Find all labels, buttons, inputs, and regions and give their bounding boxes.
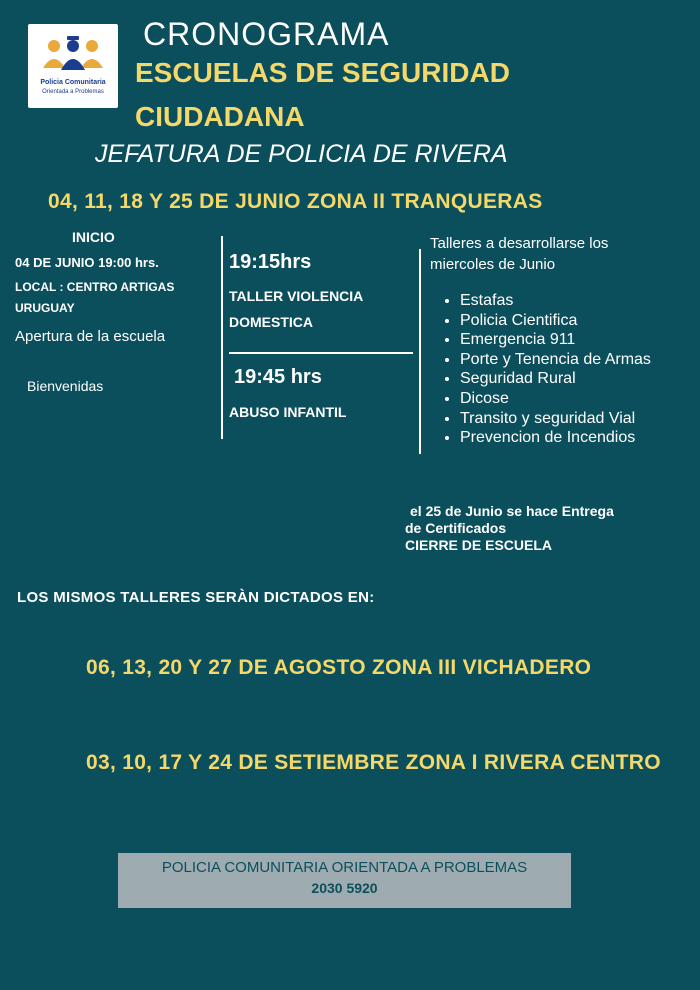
community-people-icon: [41, 34, 105, 76]
footer-phone: 2030 5920: [311, 880, 378, 896]
footer-org: POLICIA COMUNITARIA ORIENTADA A PROBLEMAS: [161, 859, 528, 876]
inicio-date: 04 DE JUNIO 19:00 hrs.: [15, 255, 159, 270]
logo-line2: Orientada a Problemas: [42, 89, 104, 95]
list-item: • Dicose: [460, 389, 680, 409]
apertura-text: Apertura de la escuela: [15, 328, 166, 345]
list-item: • Porte y Tenencia de Armas: [460, 350, 680, 370]
certificados-note: [405, 503, 685, 554]
inicio-label: INICIO: [72, 229, 115, 245]
logo-line1: Policia Comunitaria: [40, 79, 106, 86]
bienvenidas-text: Bienvenidas: [27, 378, 104, 394]
zone3-heading: 06, 13, 20 Y 27 DE AGOSTO ZONA III VICHADERO: [86, 656, 592, 679]
jefatura-heading: JEFATURA DE POLICIA DE RIVERA: [95, 140, 508, 168]
divider-right: [419, 249, 421, 454]
zone1-heading: 03, 10, 17 Y 24 DE SETIEMBRE ZONA I RIVERA CENTRO: [86, 751, 661, 774]
footer-contact-box: [118, 853, 571, 908]
taller1-name: TALLER VIOLENCIA DOMESTICA: [229, 288, 363, 330]
list-item: • Emergencia 911: [460, 330, 680, 350]
mismos-talleres-text: LOS MISMOS TALLERES SERÀN DICTADOS EN:: [17, 589, 375, 606]
subtitle-line2: CIUDADANA: [135, 101, 305, 132]
certificados-line2: de Certificados: [405, 520, 507, 536]
taller1-time: 19:15hrs: [229, 251, 312, 273]
page-title: CRONOGRAMA: [143, 16, 390, 52]
talleres-list: [442, 291, 680, 448]
talleres-intro: Talleres a desarrollarse los miercoles de Junio: [430, 235, 609, 273]
certificados-line3: CIERRE DE ESCUELA: [405, 537, 553, 553]
certificados-line1: el 25 de Junio se hace Entrega: [410, 503, 614, 519]
logo: [28, 24, 118, 108]
list-item: • Prevencion de Incendios: [460, 428, 680, 448]
list-item: • Transito y seguridad Vial: [460, 409, 680, 429]
list-item: • Policia Cientifica: [460, 311, 680, 331]
list-item: • Estafas: [460, 291, 680, 311]
inicio-local: LOCAL : CENTRO ARTIGAS URUGUAY: [15, 280, 175, 315]
taller2-name: ABUSO INFANTIL: [229, 404, 347, 420]
list-item: • Seguridad Rural: [460, 369, 680, 389]
divider-left: [221, 236, 223, 439]
subtitle-line1: ESCUELAS DE SEGURIDAD: [135, 57, 510, 88]
divider-middle: [229, 352, 413, 354]
zone2-heading: 04, 11, 18 Y 25 DE JUNIO ZONA II TRANQUERAS: [48, 190, 543, 213]
taller2-time: 19:45 hrs: [234, 366, 322, 388]
